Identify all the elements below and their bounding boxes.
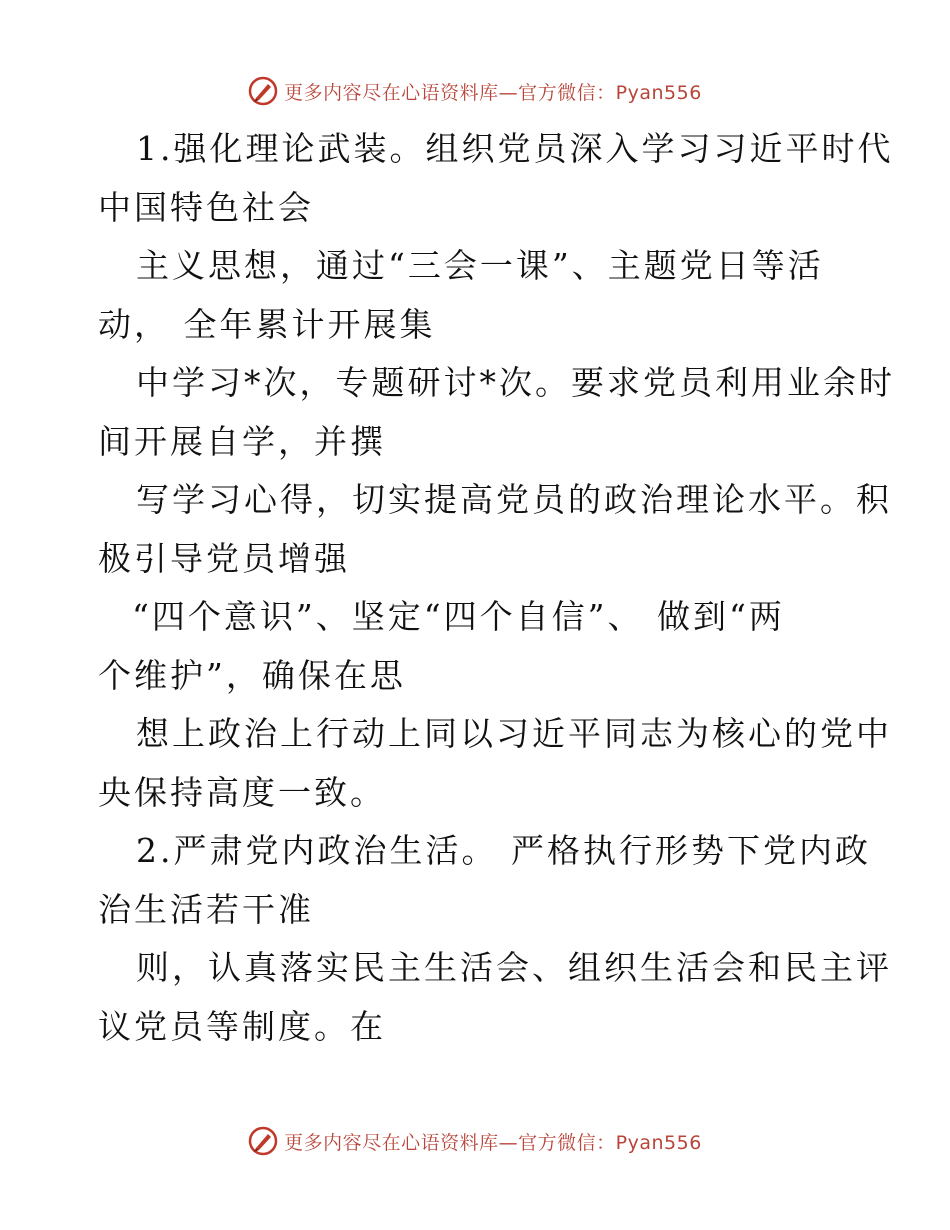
- pen-logo-icon: [248, 1126, 278, 1156]
- header-banner-text: [284, 78, 702, 105]
- footer-wechat-text: 官方微信：Pyan556: [518, 1131, 702, 1154]
- footer-banner-text: [284, 1128, 702, 1155]
- footer-dash: —: [498, 1131, 519, 1154]
- footer-banner: [0, 1124, 950, 1158]
- body-line: “四个意识”、坚定“四个自信”、 做到“两: [132, 597, 785, 636]
- body-line: 央保持高度一致。: [98, 772, 386, 812]
- body-line: 治生活若干准: [98, 889, 314, 929]
- footer-site-text: 更多内容尽在心语资料库: [284, 1131, 499, 1154]
- body-line: 则，认真落实民主生活会、组织生活会和民主评: [136, 948, 892, 987]
- body-line: 动， 全年累计开展集: [98, 304, 436, 344]
- body-line: 1.强化理论武装。组织党员深入学习习近平时代: [136, 129, 894, 168]
- body-line: 间开展自学，并撰: [98, 421, 386, 461]
- header-banner: [0, 74, 950, 108]
- pen-logo-icon: [248, 76, 278, 106]
- header-site-text: 更多内容尽在心语资料库: [284, 81, 499, 104]
- body-line: 主义思想，通过“三会一课”、主题党日等活: [136, 246, 824, 285]
- header-dash: —: [498, 81, 519, 104]
- body-line: 中学习*次，专题研讨*次。要求党员利用业余时: [136, 363, 895, 402]
- body-line: 2.严肃党内政治生活。 严格执行形势下党内政: [136, 831, 871, 870]
- body-line: 议党员等制度。在: [98, 1006, 386, 1046]
- body-line: 个维护”，确保在思: [98, 655, 406, 695]
- header-wechat-text: 官方微信：Pyan556: [518, 81, 702, 104]
- body-line: 想上政治上行动上同以习近平同志为核心的党中: [136, 714, 892, 753]
- body-line: 中国特色社会: [98, 187, 314, 227]
- document-body: [98, 120, 895, 1056]
- body-line: 写学习心得，切实提高党员的政治理论水平。积: [136, 480, 892, 519]
- body-line: 极引导党员增强: [98, 538, 350, 578]
